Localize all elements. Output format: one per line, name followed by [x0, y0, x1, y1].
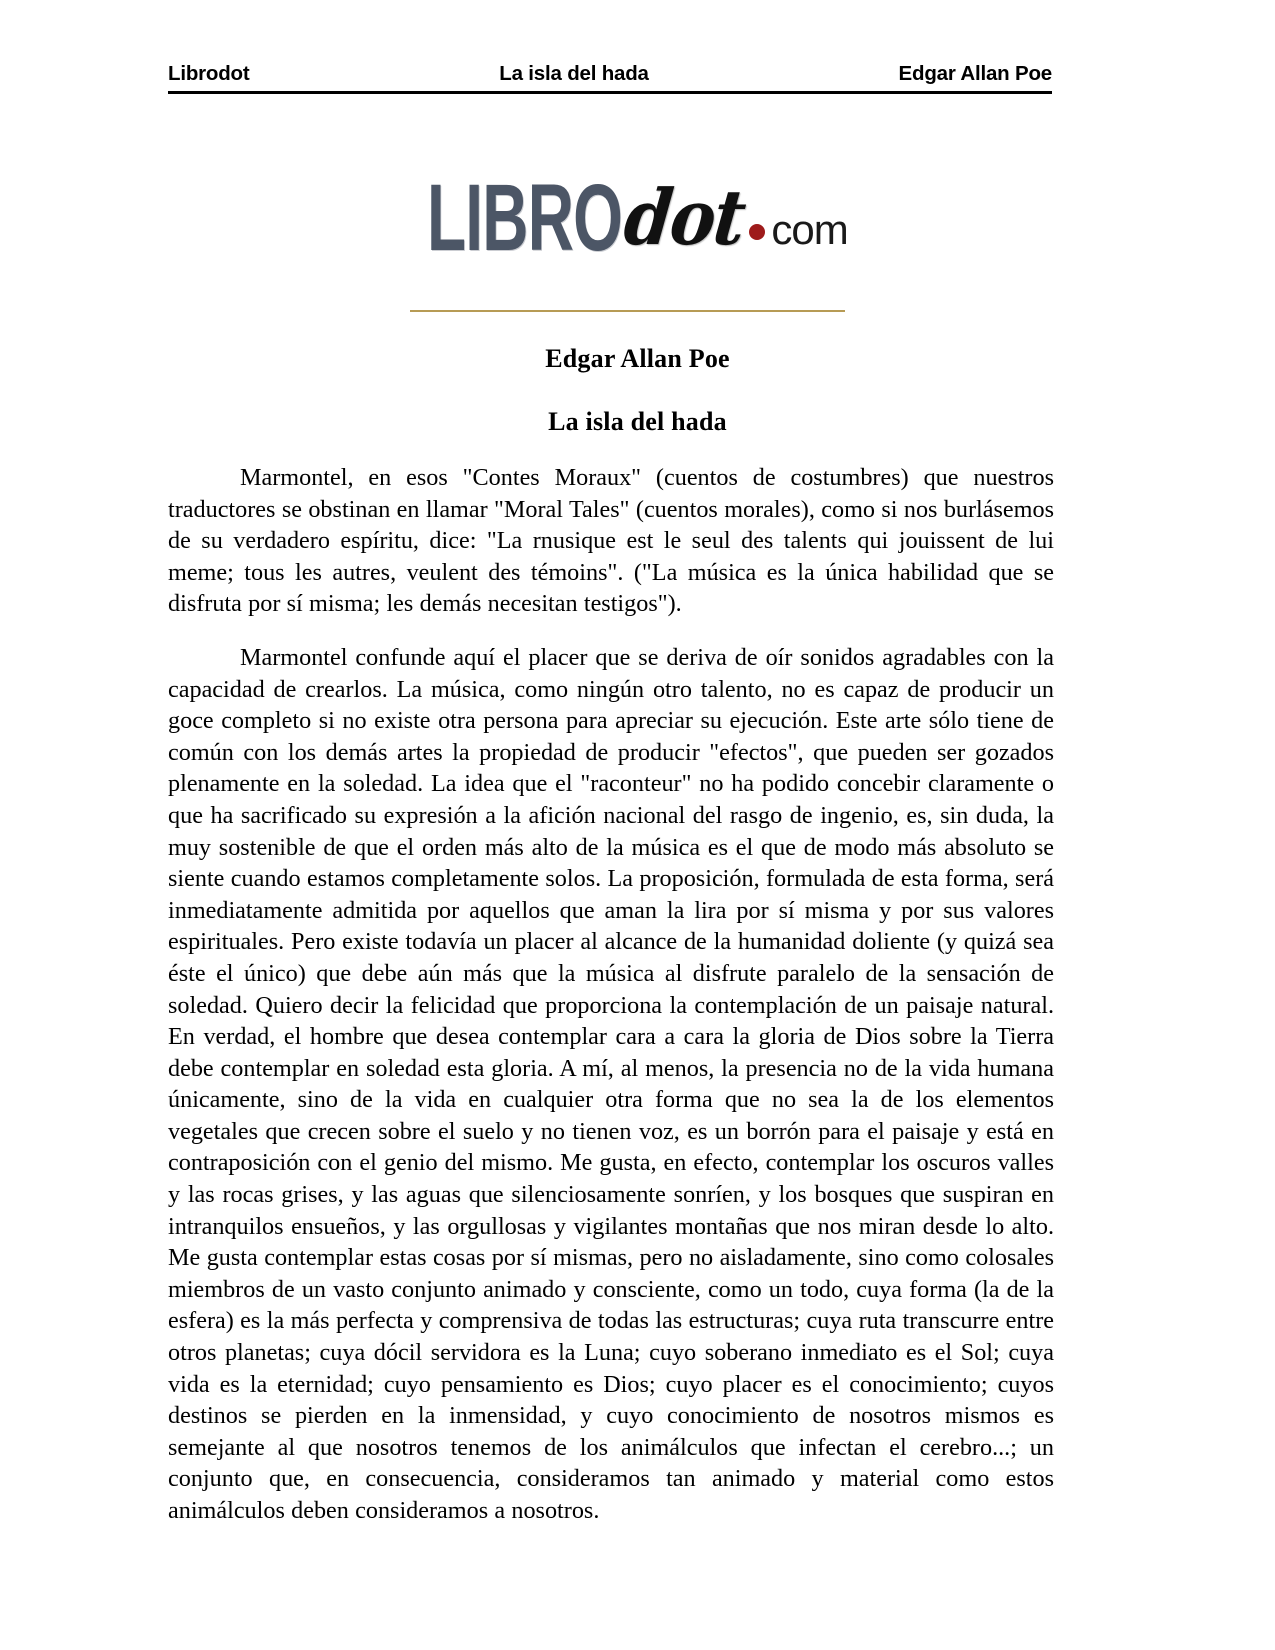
header-author: Edgar Allan Poe [898, 62, 1052, 85]
header-rule [168, 91, 1052, 94]
body-paragraph: Marmontel confunde aquí el placer que se deriva de oír sonidos agradables con la capacidad de crearlos. La música, como ningún otro talento, no es capaz de producir un goce completo si no existe otra persona para apreciar su ejecución. Este arte sólo tiene de común con los demás artes la propiedad de producir "efectos", que pueden ser gozados plenamente en la soledad. La idea que el "raconteur" no ha podido concebir claramente o que ha sacrificado su expresión a la afición nacional del rasgo de ingenio, es, sin duda, la muy sostenible de que el orden más alto de la música es el que de modo más absoluto se siente cuando estamos completamente solos. La proposición, formulada de esta forma, será inmediatamente admitida por aquellos que aman la lira por sí misma y por sus valores espirituales. Pero existe todavía un placer al alcance de la humanidad doliente (y quizá sea éste el único) que debe aún más que la música al disfrute paralelo de la sensación de soledad. Quiero decir la felicidad que proporciona la contemplación de un paisaje natural. En verdad, el hombre que desea contemplar cara a cara la gloria de Dios sobre la Tierra debe contemplar en soledad esta gloria. A mí, al menos, la presencia no de la vida humana únicamente, sino de la vida en cualquier otra forma que no sea la de los elementos vegetales que crecen sobre el suelo y no tienen voz, es un borrón para el paisaje y está en contraposición con el genio del mismo. Me gusta, en efecto, contemplar los oscuros valles y las rocas grises, y las aguas que silenciosamente sonríen, y los bosques que suspiran en intranquilos ensueños, y las orgullosas y vigilantes montañas que nos miran desde lo alto. Me gusta contemplar estas cosas por sí mismas, pero no aisladamente, sino como colosales miembros de un vasto conjunto animado y consciente, como un todo, cuya forma (la de la esfera) es la más perfecta y comprensiva de todas las estructuras; cuya ruta transcurre entre otros planetas; cuya dócil servidora es la Luna; cuyo soberano inmediato es el Sol; cuya vida es la eternidad; cuyo pensamiento es Dios; cuyo placer es el conocimiento; cuyos destinos se pierden en la inmensidad, y cuyo conocimiento de nosotros mismos es semejante al que nosotros tenemos de los animálculos que infectan el cerebro...; un conjunto que, en consecuencia, consideramos tan animado y material como estos animálculos deben consideramos a nosotros. [168, 643, 1054, 1524]
logo-dot-script-text: dot [620, 173, 749, 264]
logo-wordmark [427, 165, 848, 271]
header-work-title: La isla del hada [499, 62, 649, 85]
logo-divider-rule [410, 310, 845, 312]
page-header-row [168, 62, 1052, 90]
librodot-logo [0, 165, 1275, 271]
document-author: Edgar Allan Poe [545, 344, 730, 373]
document-body [168, 462, 1054, 1527]
page-header [168, 62, 1052, 94]
body-paragraph: Marmontel, en esos "Contes Moraux" (cuentos de costumbres) que nuestros traductores se obstinan en llamar "Moral Tales" (cuentos morales), como si nos burlásemos de su verdadero espíritu, dice: "La rnusique est le seul des talents qui jouissent de lui meme; tous les autres, veulent des témoins". ("La música es la única habilidad que se disfruta por sí misma; les demás necesitan testigos"). [168, 464, 1054, 618]
header-publisher: Librodot [168, 62, 250, 85]
logo-red-dot-icon [749, 224, 765, 240]
logo-libro-text: LIBRO [427, 165, 623, 271]
document-title: La isla del hada [548, 407, 727, 436]
logo-com-text: com [771, 206, 848, 254]
